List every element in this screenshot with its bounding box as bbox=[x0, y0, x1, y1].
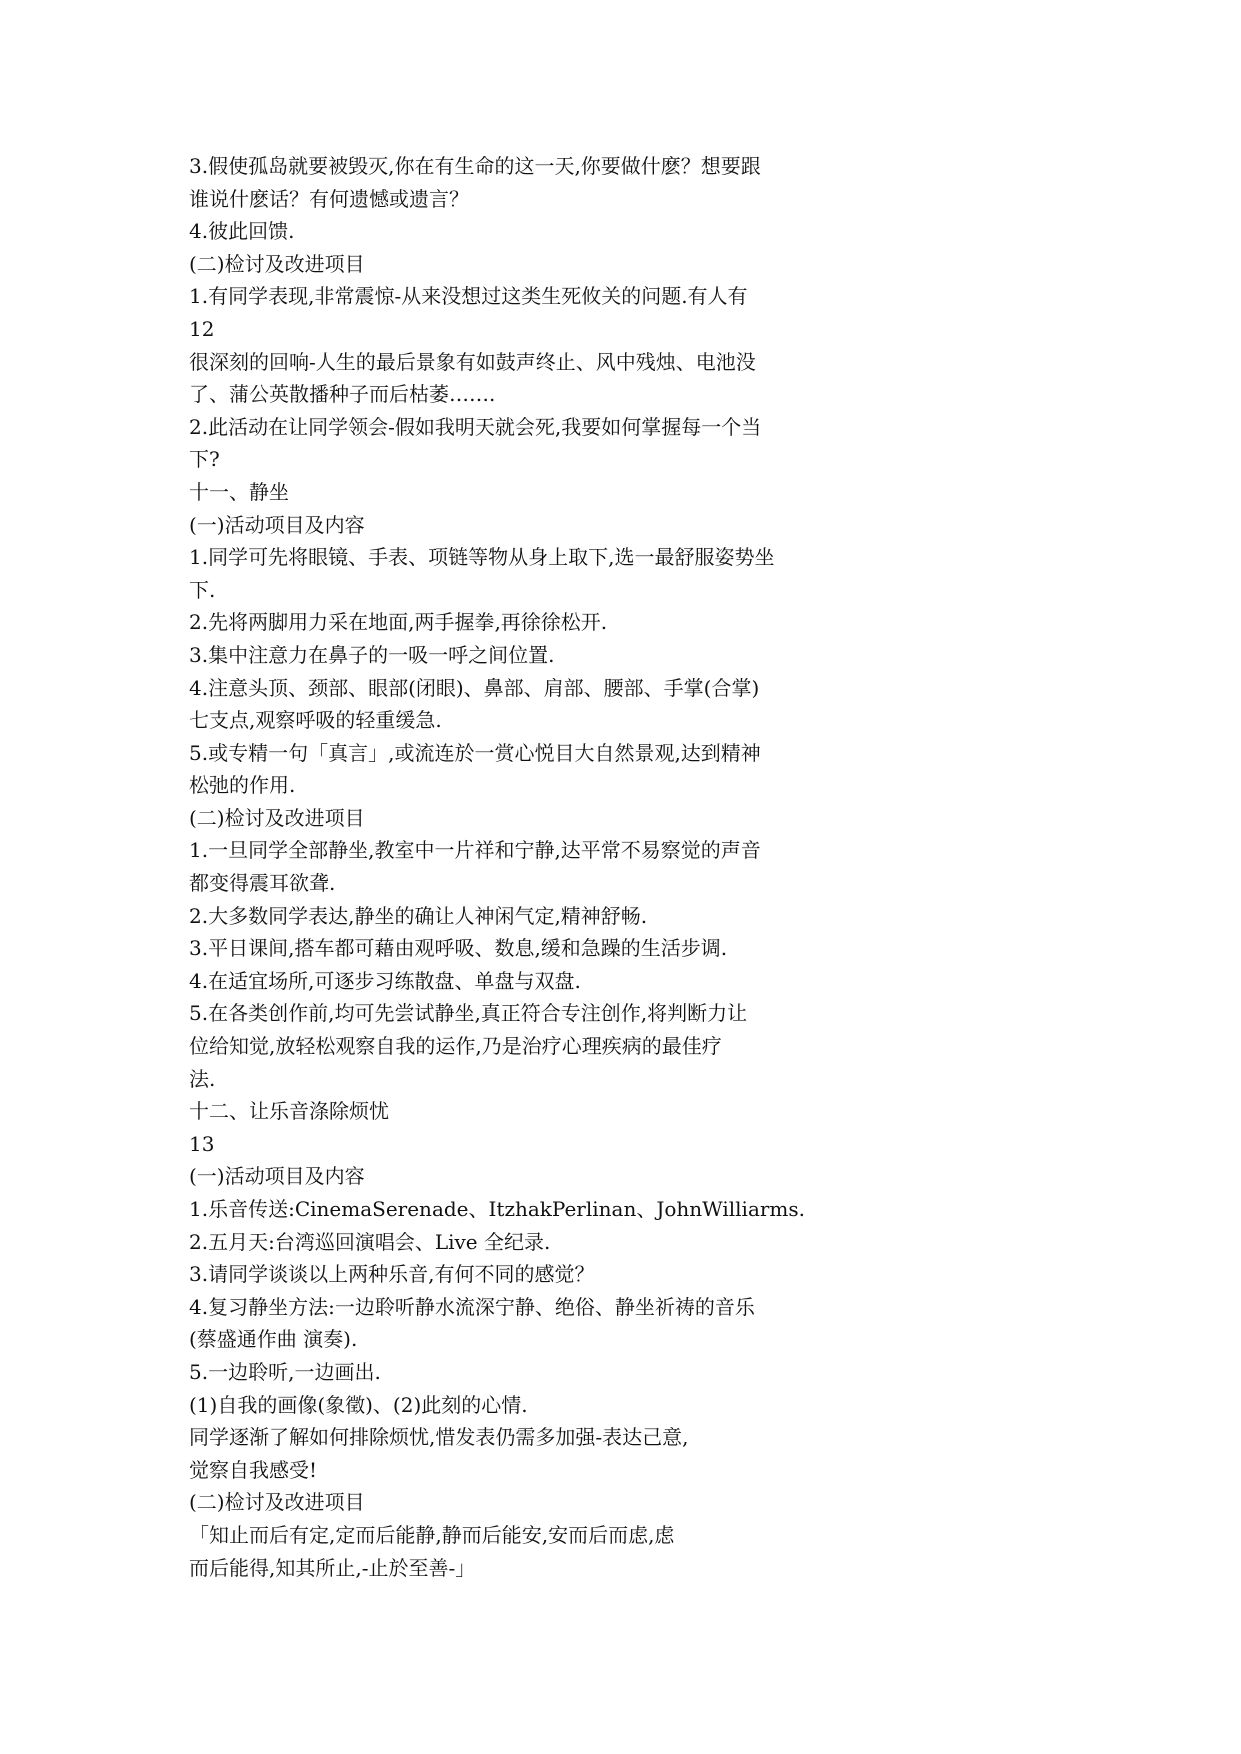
document-page bbox=[189, 150, 889, 1584]
text-line: 4.复习静坐方法:一边聆听静水流深宁静、绝俗、静坐祈祷的音乐 bbox=[189, 1294, 755, 1319]
text-line: 下. bbox=[189, 577, 216, 602]
text-line: 很深刻的回响-人生的最后景象有如鼓声终止、风中残烛、电池没 bbox=[189, 349, 756, 374]
text-line: 5.在各类创作前,均可先尝试静坐,真正符合专注创作,将判断力让 bbox=[189, 1001, 748, 1026]
text-line: 3.集中注意力在鼻子的一吸一呼之间位置. bbox=[189, 642, 555, 667]
text-line: 谁说什麽话？有何遗憾或遗言？ bbox=[189, 186, 469, 211]
text-line: 2.先将两脚用力采在地面,两手握拳,再徐徐松开. bbox=[189, 610, 608, 635]
text-line: 2.大多数同学表达,静坐的确让人神闲气定,精神舒畅. bbox=[189, 903, 648, 928]
text-line: 法. bbox=[189, 1066, 216, 1091]
text-line: (蔡盛通作曲 演奏). bbox=[189, 1327, 358, 1352]
text-line: (二)检讨及改进项目 bbox=[189, 805, 365, 830]
text-line: 十二、让乐音涤除烦忧 bbox=[189, 1099, 389, 1124]
text-line: 1.乐音传送:CinemaSerenade、ItzhakPerlinan、JohnWilliarms. bbox=[189, 1197, 806, 1221]
text-line: 1.有同学表现,非常震惊-从来没想过这类生死攸关的问题.有人有 bbox=[189, 284, 748, 309]
text-line: 而后能得,知其所止,-止於至善-」 bbox=[189, 1555, 476, 1580]
text-line: 2.此活动在让同学领会-假如我明天就会死,我要如何掌握每一个当 bbox=[189, 414, 762, 439]
text-line: 觉察自我感受! bbox=[189, 1457, 318, 1482]
text-line: 松弛的作用. bbox=[189, 773, 296, 798]
text-line: 4.在适宜场所,可逐步习练散盘、单盘与双盘. bbox=[189, 968, 581, 993]
text-line: (一)活动项目及内容 bbox=[189, 512, 365, 537]
text-line: (二)检讨及改进项目 bbox=[189, 1490, 365, 1515]
text-line: 4.彼此回馈. bbox=[189, 219, 295, 244]
text-line: 2.五月天:台湾巡回演唱会、Live 全纪录. bbox=[189, 1229, 551, 1254]
text-line: 5.或专精一句「真言」,或流连於一赏心悦目大自然景观,达到精神 bbox=[189, 740, 761, 765]
text-line: 3.平日课间,搭车都可藉由观呼吸、数息,缓和急躁的生活步调. bbox=[189, 936, 728, 961]
text-line: 1.一旦同学全部静坐,教室中一片祥和宁静,达平常不易察觉的声音 bbox=[189, 838, 761, 863]
text-line: 12 bbox=[189, 316, 215, 341]
text-line: (二)检讨及改进项目 bbox=[189, 251, 365, 276]
text-line: 下? bbox=[189, 447, 220, 472]
text-line: 都变得震耳欲聋. bbox=[189, 871, 336, 896]
text-line: (1)自我的画像(象徵)、(2)此刻的心情. bbox=[189, 1392, 528, 1417]
text-line: 1.同学可先将眼镜、手表、项链等物从身上取下,选一最舒服姿势坐 bbox=[189, 545, 775, 570]
text-line: 13 bbox=[189, 1131, 215, 1156]
text-line: 3.假使孤岛就要被毁灭,你在有生命的这一天,你要做什麽？想要跟 bbox=[189, 154, 761, 178]
text-line: 4.注意头顶、颈部、眼部(闭眼)、鼻部、肩部、腰部、手掌(合掌) bbox=[189, 675, 760, 700]
text-line: 同学逐渐了解如何排除烦忧,惜发表仍需多加强-表达己意, bbox=[189, 1425, 689, 1450]
text-line: 七支点,观察呼吸的轻重缓急. bbox=[189, 708, 442, 733]
text-line: 3.请同学谈谈以上两种乐音,有何不同的感觉？ bbox=[189, 1262, 595, 1287]
text-line: 十一、静坐 bbox=[189, 479, 289, 504]
text-line: 了、蒲公英散播种子而后枯萎……. bbox=[189, 382, 496, 407]
text-line: 5.一边聆听,一边画出. bbox=[189, 1359, 381, 1384]
text-line: (一)活动项目及内容 bbox=[189, 1164, 365, 1189]
text-line: 位给知觉,放轻松观察自我的运作,乃是治疗心理疾病的最佳疗 bbox=[189, 1034, 722, 1059]
text-line: 「知止而后有定,定而后能静,静而后能安,安而后而虑,虑 bbox=[189, 1522, 675, 1547]
